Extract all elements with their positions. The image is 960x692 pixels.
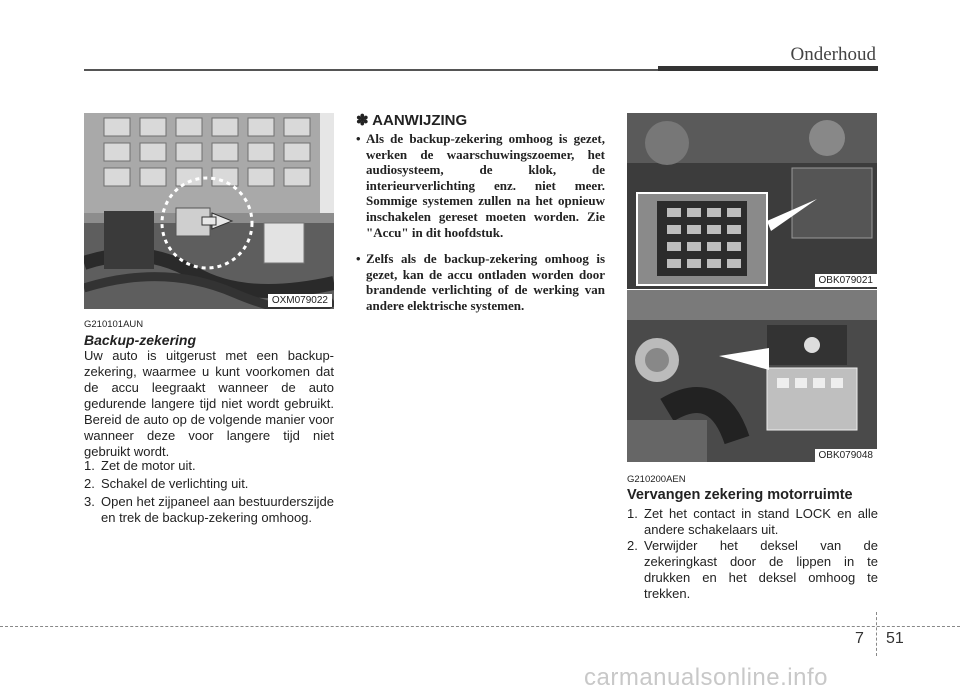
list-item: 3. Open het zijpaneel aan bestuurderszijde en trek de backup-zekering omhoog.: [84, 494, 334, 525]
section-subtitle: Vervangen zekering motorruimte: [627, 487, 853, 503]
figure-code-label: OXM079022: [268, 294, 332, 307]
list-item: 2. Schakel de verlichting uit.: [84, 476, 249, 491]
list-item: 1. Zet de motor uit.: [84, 458, 196, 473]
figure-code-label: OBK079021: [815, 274, 878, 287]
footer-rule: [0, 626, 960, 627]
engine-bay-photo: [627, 290, 877, 462]
intro-paragraph: Uw auto is uitgerust met een backup-zekering, waarmee u kunt voorkomen dat de accu leegraakt wanneer de auto gedurende langere tijd niet wordt gebruikt. Bereid de auto op de volgende manier voor wanneer deze voor langere tijd niet gebruikt wordt.: [84, 348, 334, 459]
list-item: 1. Zet het contact in stand LOCK en alle andere schakelaars uit.: [627, 506, 878, 537]
engine-bay-illustration: [627, 290, 877, 462]
page-number: 51: [886, 630, 904, 647]
section-subtitle: Backup-zekering: [84, 332, 197, 348]
watermark: carmanualsonline.info: [584, 664, 828, 691]
figure-code-label: OBK079048: [815, 449, 878, 462]
engine-fuse-box-photo: [627, 113, 877, 289]
section-title: Onderhoud: [790, 44, 876, 65]
note-item: • Als de backup-zekering omhoog is gezet, werken de waarschuwingszoemer, het audiosysteem, de klok, de interieurverlichting enz. niet meer. Sommige systemen zullen na het opnieuw inschakelen gereset moeten worden. Zie "Accu" in dit hoofdstuk.: [356, 131, 605, 240]
header-accent-bar: [658, 66, 878, 71]
engine-bay-illustration: [627, 113, 877, 289]
chapter-number: 7: [855, 630, 864, 647]
section-code: G210101AUN: [84, 319, 144, 330]
fuse-panel-illustration: [84, 113, 334, 309]
note-title: ✽ AANWIJZING: [356, 112, 468, 129]
footer-divider: [876, 612, 877, 656]
note-item: • Zelfs als de backup-zekering omhoog is gezet, kan de accu ontladen worden door brandende verlichting of de werking van andere elektrische systemen.: [356, 251, 605, 313]
list-item: 2. Verwijder het deksel van de zekeringkast door de lippen in te drukken en het deksel omhoog te trekken.: [627, 538, 878, 601]
backup-fuse-photo: [84, 113, 334, 309]
section-code: G210200AEN: [627, 474, 686, 485]
